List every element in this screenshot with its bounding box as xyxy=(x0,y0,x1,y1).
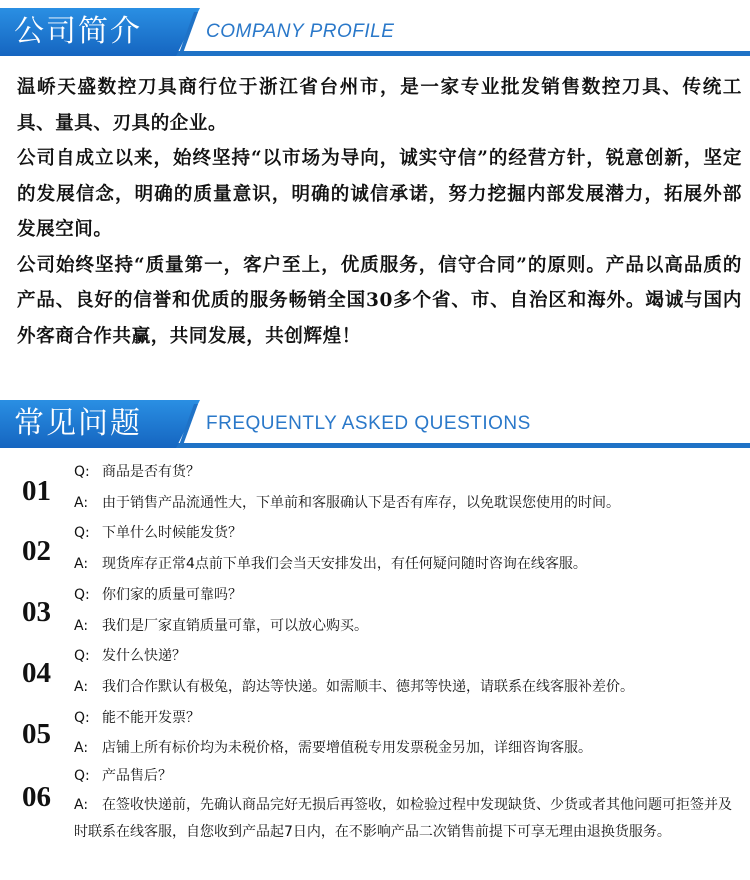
faq-answer xyxy=(74,616,368,636)
company-profile-body xyxy=(17,70,742,354)
faq-question xyxy=(74,462,200,482)
company-profile-header xyxy=(0,8,750,62)
answer-text: 店铺上所有标价均为未税价格，需要增值税专用发票税金另加，详细咨询客服。 xyxy=(102,740,592,756)
a-label: A: xyxy=(74,495,89,511)
answer-text: 由于销售产品流通性大，下单前和客服确认下是否有库存，以免耽误您使用的时间。 xyxy=(102,495,620,511)
faq-number: 01 xyxy=(22,475,51,507)
question-text: 产品售后？ xyxy=(102,768,172,784)
a-label: A: xyxy=(74,740,89,756)
question-text: 商品是否有货？ xyxy=(102,464,200,480)
faq-question xyxy=(74,766,172,786)
q-label: Q: xyxy=(74,525,90,541)
profile-paragraph: 温峤天盛数控刀具商行位于浙江省台州市，是一家专业批发销售数控刀具、传统工具、量具、刃具的企业。 xyxy=(17,77,742,134)
faq-number: 05 xyxy=(22,718,51,750)
answer-text: 在签收快递前，先确认商品完好无损后再签收，如检验过程中发现缺货、少货或者其他问题可拒签并及时联系在线客服，自您收到产品起7日内，在不影响产品二次销售前提下可享无理由退换货服务。 xyxy=(74,797,732,840)
faq-question xyxy=(74,523,242,543)
company-profile-title-en: COMPANY PROFILE xyxy=(206,21,395,42)
faq-number: 04 xyxy=(22,657,51,689)
faq-question xyxy=(74,708,200,728)
a-label: A: xyxy=(74,618,89,634)
faq-number: 06 xyxy=(22,781,51,813)
faq-answer xyxy=(74,738,592,758)
question-text: 发什么快递？ xyxy=(102,648,186,664)
a-label: A: xyxy=(74,556,89,572)
profile-paragraph: 公司自成立以来，始终坚持“以市场为导向，诚实守信”的经营方针，锐意创新，坚定的发展信念，明确的质量意识，明确的诚信承诺，努力挖掘内部发展潜力，拓展外部发展空间。 xyxy=(17,148,742,240)
answer-text: 现货库存正常4点前下单我们会当天安排发出，有任何疑问随时咨询在线客服。 xyxy=(102,556,587,572)
q-label: Q: xyxy=(74,464,90,480)
answer-text: 我们合作默认有极兔，韵达等快递。如需顺丰、德邦等快递，请联系在线客服补差价。 xyxy=(102,679,634,695)
q-label: Q: xyxy=(74,710,90,726)
company-profile-title-cn: 公司简介 xyxy=(14,14,142,49)
profile-paragraph: 公司始终坚持“质量第一，客户至上，优质服务，信守合同”的原则。产品以高品质的产品、良好的信誉和优质的服务畅销全国30多个省、市、自治区和海外。竭诚与国内外客商合作共赢，共同发展，共创辉煌！ xyxy=(17,254,742,347)
question-text: 下单什么时候能发货？ xyxy=(102,525,242,541)
faq-number: 02 xyxy=(22,535,51,567)
faq-answer xyxy=(74,677,634,697)
answer-text: 我们是厂家直销质量可靠，可以放心购买。 xyxy=(102,618,368,634)
q-label: Q: xyxy=(74,768,90,784)
faq-answer xyxy=(74,792,734,846)
a-label: A: xyxy=(74,679,89,695)
a-label: A: xyxy=(74,797,89,813)
question-text: 你们家的质量可靠吗？ xyxy=(102,587,242,603)
faq-header xyxy=(0,400,750,454)
q-label: Q: xyxy=(74,648,90,664)
faq-answer xyxy=(74,493,620,513)
question-text: 能不能开发票？ xyxy=(102,710,200,726)
faq-number: 03 xyxy=(22,596,51,628)
faq-question xyxy=(74,646,186,666)
faq-title-cn: 常见问题 xyxy=(14,406,142,441)
faq-answer xyxy=(74,554,587,574)
faq-question xyxy=(74,585,242,605)
q-label: Q: xyxy=(74,587,90,603)
faq-title-en: FREQUENTLY ASKED QUESTIONS xyxy=(206,413,531,434)
